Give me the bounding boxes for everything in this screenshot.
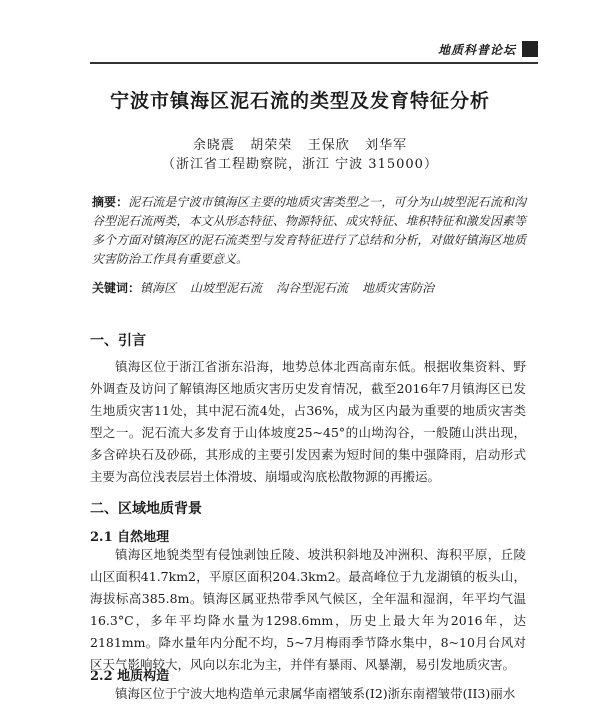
author: 余晓震: [192, 138, 235, 153]
subsection-heading-structure: 2.2 地质构造: [90, 669, 170, 684]
subsection-heading-natural-geography: 2.1 自然地理: [90, 530, 170, 545]
author: 刘华军: [365, 138, 408, 153]
intro-paragraph: 镇海区位于浙江省浙东沿海，地势总体北西高南东低。根据收集资料、野外调查及访问了解镇海区地质灾害历史发育情况，截至2016年7月镇海区已发生地质灾害11处，其中泥石流4处，占36%，成为区内最为重要的地质灾害类型之一。泥石流大多发育于山体坡度25~45°的山坳沟谷，一般随山洪出现，多含碎块石及砂砾，其形成的主要引发因素为短时间的集中强降雨，启动形式主要为高位浅表层岩土体滑坡、崩塌或沟底松散物源的再搬运。: [90, 359, 526, 484]
author: 胡荣荣: [250, 138, 293, 153]
author: 王保欣: [307, 138, 350, 153]
abstract-text: 泥石流是宁波市镇海区主要的地质灾害类型之一，可分为山坡型泥石流和沟谷型泥石流两类，本文从形态特征、物源特征、成灾特征、堆积特征和激发因素等多个方面对镇海区的泥石流类型与发育特征进行了总结和分析，对做好镇海区地质灾害防治工作具有重要意义。: [92, 195, 526, 266]
abstract: [92, 193, 526, 269]
keywords-label: 关键词：: [92, 281, 141, 295]
natural-geography-paragraph: 镇海区地貌类型有侵蚀剥蚀丘陵、坡洪积斜地及冲洲积、海积平原，丘陵山区面积41.7km2，平原区面积204.3km2。最高峰位于九龙湖镇的板头山，海拔标高385.8m。镇海区属亚热带季风气候区，全年温和湿润，年平均气温16.3°C，多年平均降水量为1298.6mm，历史上最大年为2016年，达2181mm。降水量年内分配不均，5~7月梅雨季节降水集中，8~10月台风对区天气影响较大，风向以东北为主，并伴有暴雨、风暴潮，易引发地质灾害。: [90, 547, 526, 672]
affiliation: （浙江省工程勘察院，浙江 宁波 315000）: [162, 157, 438, 172]
keyword: 地质灾害防治: [362, 281, 435, 295]
section-heading-intro: 一、引言: [90, 333, 146, 349]
keyword: 镇海区: [140, 281, 177, 295]
structure-paragraph: 镇海区位于宁波大地构造单元隶属华南褶皱系(I2)浙东南褶皱带(II3)丽水: [115, 686, 516, 701]
keyword: 沟谷型泥石流: [276, 281, 349, 295]
header-rule: [90, 62, 538, 64]
abstract-label: 摘要：: [92, 195, 129, 209]
journal-name: 地质科普论坛: [437, 42, 516, 57]
keywords: [92, 279, 526, 298]
paper-title: 宁波市镇海区泥石流的类型及发育特征分析: [109, 90, 490, 112]
section-heading-geology: 二、区域地质背景: [90, 501, 202, 517]
keyword: 山坡型泥石流: [190, 281, 263, 295]
author-list: [0, 134, 600, 153]
running-header: [438, 40, 538, 58]
journal-mark-icon: [522, 41, 538, 57]
